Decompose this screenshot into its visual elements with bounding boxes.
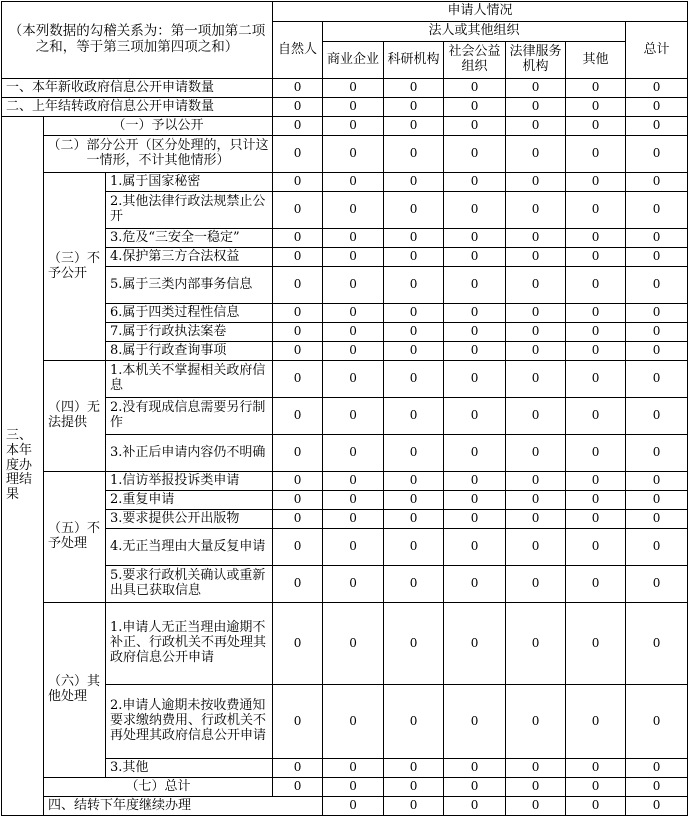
header-commercial: 商业企业 (323, 42, 384, 79)
value-cell: 0 (444, 491, 506, 510)
value-cell: 0 (506, 342, 566, 361)
value-cell: 0 (323, 304, 384, 323)
value-cell: 0 (506, 267, 566, 304)
row-label: （一）予以公开 (44, 117, 273, 136)
value-cell: 0 (566, 173, 626, 192)
value-cell: 0 (566, 192, 626, 229)
value-cell: 0 (626, 529, 688, 566)
value-cell: 0 (566, 98, 626, 117)
value-cell: 0 (384, 398, 444, 435)
row-label: 3.补正后申请内容仍不明确 (106, 435, 273, 472)
row-label: 3.要求提供公开出版物 (106, 510, 273, 529)
value-cell: 0 (506, 398, 566, 435)
value-cell: 0 (384, 472, 444, 491)
value-cell: 0 (566, 304, 626, 323)
value-cell: 0 (273, 342, 323, 361)
value-cell: 0 (626, 759, 688, 778)
value-cell: 0 (626, 491, 688, 510)
value-cell: 0 (444, 797, 506, 816)
header-total: 总计 (626, 22, 688, 79)
row-label: （七）总计 (44, 778, 273, 797)
value-cell: 0 (626, 173, 688, 192)
value-cell: 0 (323, 472, 384, 491)
value-cell: 0 (506, 566, 566, 603)
value-cell: 0 (626, 566, 688, 603)
value-cell: 0 (444, 98, 506, 117)
value-cell: 0 (566, 398, 626, 435)
value-cell: 0 (273, 685, 323, 759)
value-cell: 0 (566, 79, 626, 98)
row-label: 二、上年结转政府信息公开申请数量 (2, 98, 273, 117)
value-cell: 0 (506, 361, 566, 398)
value-cell: 0 (384, 529, 444, 566)
value-cell: 0 (626, 136, 688, 173)
value-cell: 0 (566, 248, 626, 267)
value-cell: 0 (506, 173, 566, 192)
value-cell: 0 (626, 472, 688, 491)
value-cell: 0 (506, 192, 566, 229)
value-cell: 0 (506, 79, 566, 98)
value-cell: 0 (273, 98, 323, 117)
header-note: （本列数据的勾稽关系为：第一项加第二项之和，等于第三项加第四项之和） (2, 2, 273, 79)
value-cell: 0 (444, 323, 506, 342)
value-cell: 0 (444, 248, 506, 267)
value-cell: 0 (384, 79, 444, 98)
value-cell: 0 (626, 192, 688, 229)
value-cell: 0 (626, 603, 688, 685)
value-cell: 0 (273, 398, 323, 435)
value-cell: 0 (273, 472, 323, 491)
value-cell: 0 (566, 685, 626, 759)
value-cell: 0 (273, 323, 323, 342)
value-cell: 0 (273, 192, 323, 229)
value-cell: 0 (566, 342, 626, 361)
value-cell: 0 (626, 510, 688, 529)
value-cell: 0 (626, 304, 688, 323)
value-cell: 0 (384, 566, 444, 603)
value-cell: 0 (273, 117, 323, 136)
value-cell: 0 (566, 229, 626, 248)
row-label: 6.属于四类过程性信息 (106, 304, 273, 323)
value-cell: 0 (323, 361, 384, 398)
value-cell: 0 (444, 117, 506, 136)
value-cell: 0 (273, 136, 323, 173)
value-cell: 0 (384, 342, 444, 361)
value-cell: 0 (566, 529, 626, 566)
row-label: 3.危及“三安全一稳定” (106, 229, 273, 248)
value-cell: 0 (273, 566, 323, 603)
value-cell: 0 (273, 435, 323, 472)
value-cell: 0 (384, 435, 444, 472)
row-label: （二）部分公开（区分处理的，只计这一情形，不计其他情形） (44, 136, 273, 173)
value-cell: 0 (384, 603, 444, 685)
group-4-label: （四）无法提供 (44, 361, 106, 472)
row-label: 2.重复申请 (106, 491, 273, 510)
row-label: 1.属于国家秘密 (106, 173, 273, 192)
value-cell: 0 (444, 778, 506, 797)
value-cell: 0 (444, 173, 506, 192)
value-cell: 0 (323, 229, 384, 248)
value-cell: 0 (323, 510, 384, 529)
section-3-label: 三、本年度办理结果 (2, 117, 44, 816)
value-cell: 0 (384, 759, 444, 778)
value-cell: 0 (323, 398, 384, 435)
value-cell: 0 (506, 304, 566, 323)
value-cell: 0 (506, 685, 566, 759)
row-label: 5.要求行政机关确认或重新出具已获取信息 (106, 566, 273, 603)
header-research: 科研机构 (384, 42, 444, 79)
row-label: 2.没有现成信息需要另行制作 (106, 398, 273, 435)
value-cell: 0 (506, 136, 566, 173)
value-cell: 0 (273, 304, 323, 323)
value-cell: 0 (323, 323, 384, 342)
value-cell: 0 (384, 304, 444, 323)
value-cell: 0 (626, 778, 688, 797)
value-cell: 0 (273, 510, 323, 529)
header-social: 社会公益组织 (444, 42, 506, 79)
value-cell: 0 (384, 117, 444, 136)
value-cell: 0 (323, 759, 384, 778)
value-cell: 0 (444, 229, 506, 248)
value-cell: 0 (384, 510, 444, 529)
value-cell: 0 (506, 603, 566, 685)
value-cell: 0 (566, 472, 626, 491)
value-cell: 0 (506, 759, 566, 778)
value-cell: 0 (444, 435, 506, 472)
value-cell: 0 (273, 603, 323, 685)
row-label: 4.保护第三方合法权益 (106, 248, 273, 267)
value-cell: 0 (384, 491, 444, 510)
value-cell: 0 (444, 192, 506, 229)
value-cell: 0 (444, 472, 506, 491)
value-cell: 0 (626, 117, 688, 136)
value-cell: 0 (566, 510, 626, 529)
value-cell: 0 (444, 79, 506, 98)
value-cell: 0 (566, 323, 626, 342)
value-cell: 0 (566, 797, 626, 816)
value-cell: 0 (323, 797, 384, 816)
value-cell: 0 (323, 267, 384, 304)
value-cell: 0 (626, 79, 688, 98)
row-label: 4.无正当理由大量反复申请 (106, 529, 273, 566)
value-cell: 0 (323, 778, 384, 797)
value-cell: 0 (506, 117, 566, 136)
value-cell: 0 (384, 797, 444, 816)
value-cell: 0 (626, 685, 688, 759)
value-cell: 0 (506, 98, 566, 117)
row-label: 1.申请人无正当理由逾期不补正、行政机关不再处理其政府信息公开申请 (106, 603, 273, 685)
value-cell: 0 (626, 398, 688, 435)
value-cell: 0 (506, 435, 566, 472)
value-cell: 0 (273, 361, 323, 398)
group-5-label: （五）不予处理 (44, 472, 106, 603)
value-cell: 0 (626, 323, 688, 342)
value-cell: 0 (384, 173, 444, 192)
value-cell: 0 (566, 778, 626, 797)
disclosure-table (1, 1, 688, 816)
row-label: 8.属于行政查询事项 (106, 342, 273, 361)
row-label: 2.申请人逾期未按收费通知要求缴纳费用、行政机关不再处理其政府信息公开申请 (106, 685, 273, 759)
value-cell: 0 (273, 248, 323, 267)
value-cell: 0 (384, 685, 444, 759)
value-cell: 0 (566, 759, 626, 778)
value-cell: 0 (566, 491, 626, 510)
value-cell: 0 (444, 566, 506, 603)
value-cell: 0 (273, 267, 323, 304)
value-cell: 0 (506, 797, 566, 816)
value-cell: 0 (566, 603, 626, 685)
value-cell: 0 (273, 79, 323, 98)
value-cell: 0 (444, 529, 506, 566)
value-cell: 0 (323, 248, 384, 267)
value-cell: 0 (273, 778, 323, 797)
value-cell: 0 (273, 229, 323, 248)
value-cell: 0 (506, 529, 566, 566)
value-cell: 0 (506, 248, 566, 267)
value-cell: 0 (506, 778, 566, 797)
value-cell: 0 (323, 136, 384, 173)
value-cell: 0 (506, 472, 566, 491)
group-3-label: （三）不予公开 (44, 173, 106, 361)
value-cell: 0 (384, 98, 444, 117)
value-cell: 0 (323, 529, 384, 566)
value-cell: 0 (626, 797, 688, 816)
value-cell: 0 (566, 117, 626, 136)
value-cell: 0 (323, 685, 384, 759)
value-cell: 0 (444, 759, 506, 778)
value-cell: 0 (506, 510, 566, 529)
value-cell: 0 (384, 267, 444, 304)
value-cell: 0 (323, 173, 384, 192)
value-cell: 0 (384, 192, 444, 229)
value-cell: 0 (566, 566, 626, 603)
row-label: 1.本机关不掌握相关政府信息 (106, 361, 273, 398)
row-label: 3.其他 (106, 759, 273, 778)
value-cell: 0 (444, 267, 506, 304)
value-cell: 0 (626, 435, 688, 472)
value-cell: 0 (323, 98, 384, 117)
value-cell: 0 (444, 361, 506, 398)
value-cell: 0 (626, 342, 688, 361)
row-label: 四、结转下年度继续办理 (44, 797, 323, 816)
row-label: 1.信访举报投诉类申请 (106, 472, 273, 491)
value-cell: 0 (384, 248, 444, 267)
value-cell: 0 (323, 566, 384, 603)
value-cell: 0 (506, 323, 566, 342)
value-cell: 0 (384, 136, 444, 173)
value-cell: 0 (323, 79, 384, 98)
value-cell: 0 (506, 229, 566, 248)
row-label: 7.属于行政执法案卷 (106, 323, 273, 342)
value-cell: 0 (384, 229, 444, 248)
value-cell: 0 (384, 323, 444, 342)
value-cell: 0 (566, 267, 626, 304)
header-legal-service: 法律服务机构 (506, 42, 566, 79)
header-applicant: 申请人情况 (273, 2, 688, 22)
value-cell: 0 (444, 304, 506, 323)
value-cell: 0 (566, 136, 626, 173)
value-cell: 0 (626, 267, 688, 304)
value-cell: 0 (323, 117, 384, 136)
value-cell: 0 (323, 342, 384, 361)
value-cell: 0 (384, 361, 444, 398)
value-cell: 0 (626, 229, 688, 248)
value-cell: 0 (444, 136, 506, 173)
value-cell: 0 (626, 248, 688, 267)
value-cell: 0 (626, 361, 688, 398)
value-cell: 0 (444, 342, 506, 361)
value-cell: 0 (626, 98, 688, 117)
value-cell: 0 (273, 529, 323, 566)
value-cell: 0 (273, 173, 323, 192)
row-label: 2.其他法律行政法规禁止公开 (106, 192, 273, 229)
group-6-label: （六）其他处理 (44, 603, 106, 778)
value-cell: 0 (323, 435, 384, 472)
value-cell: 0 (384, 778, 444, 797)
value-cell: 0 (444, 603, 506, 685)
value-cell: 0 (323, 192, 384, 229)
value-cell: 0 (323, 491, 384, 510)
value-cell: 0 (323, 603, 384, 685)
value-cell: 0 (273, 759, 323, 778)
row-label: 一、本年新收政府信息公开申请数量 (2, 79, 273, 98)
value-cell: 0 (444, 510, 506, 529)
row-label: 5.属于三类内部事务信息 (106, 267, 273, 304)
value-cell: 0 (566, 435, 626, 472)
value-cell: 0 (444, 398, 506, 435)
header-legal-group: 法人或其他组织 (323, 22, 626, 42)
value-cell: 0 (506, 491, 566, 510)
value-cell: 0 (566, 361, 626, 398)
value-cell: 0 (273, 491, 323, 510)
header-other: 其他 (566, 42, 626, 79)
header-natural-person: 自然人 (273, 22, 323, 79)
value-cell: 0 (444, 685, 506, 759)
